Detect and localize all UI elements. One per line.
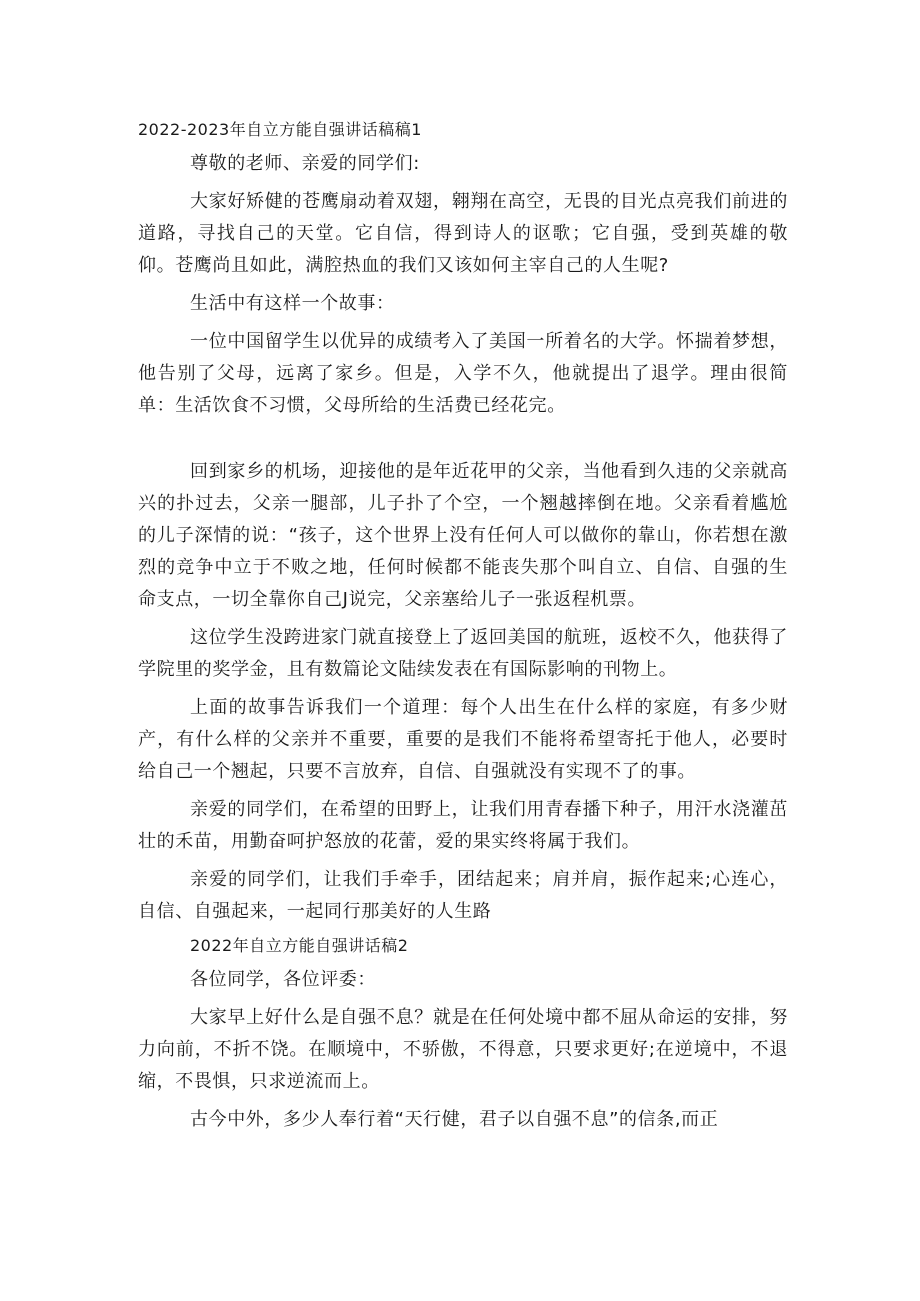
paragraph: 古今中外，多少人奉行着“天行健，君子以自强不息”的信条,而正 [190, 1109, 719, 1130]
paragraph: 一位中国留学生以优异的成绩考入了美国一所着名的大学。怀揣着梦想，他告别了父母，远离了家乡。但是，入学不久，他就提出了退学。理由很简单：生活饮食不习惯，父母所给的生活费已经花完。 [138, 331, 788, 416]
paragraph: 这位学生没跨进家门就直接登上了返回美国的航班，返校不久，他获得了学院里的奖学金，且有数篇论文陆续发表在有国际影响的刊物上。 [138, 627, 788, 680]
paragraph: 大家早上好什么是自强不息？就是在任何处境中都不屈从命运的安排，努力向前，不折不饶。在顺境中，不骄傲，不得意，只要求更好;在逆境中，不退缩，不畏惧，只求逆流而上。 [138, 1007, 788, 1092]
paragraph: 生活中有这样一个故事： [190, 293, 395, 314]
paragraph: 亲爱的同学们，让我们手牵手，团结起来；肩并肩，振作起来;心连心，自信、自强起来，一起同行那美好的人生路 [138, 869, 788, 922]
paragraph-gap [138, 428, 788, 456]
paragraph-greeting: 各位同学，各位评委： [190, 969, 376, 990]
paragraph: 回到家乡的机场，迎接他的是年近花甲的父亲，当他看到久违的父亲就高兴的扑过去，父亲一腿部，儿子扑了个空，一个翘越摔倒在地。父亲看着尴尬的儿子深情的说：“孩子，这个世界上没有任何人可以做你的靠山，你若想在激烈的竞争中立于不败之地，任何时候都不能丧失那个叫自立、自信、自强的生命支点，一切全靠你自己J说完，父亲塞给儿子一张返程机票。 [138, 461, 788, 610]
section-title: 2022年自立方能自强讲话稿2 [190, 936, 409, 955]
paragraph: 上面的故事告诉我们一个道理：每个人出生在什么样的家庭，有多少财产，有什么样的父亲并不重要，重要的是我们不能将希望寄托于他人，必要时给自己一个翘起，只要不言放弃，自信、自强就没有实现不了的事。 [138, 697, 788, 782]
document-title: 2022-2023年自立方能自强讲话稿稿1 [138, 120, 422, 139]
document-page [138, 118, 788, 1142]
paragraph: 大家好矫健的苍鹰扇动着双翅，翱翔在高空，无畏的目光点亮我们前进的道路，寻找自己的天堂。它自信，得到诗人的讴歌；它自强，受到英雄的敬仰。苍鹰尚且如此，满腔热血的我们又该如何主宰自己的人生呢? [138, 191, 788, 276]
paragraph: 亲爱的同学们，在希望的田野上，让我们用青春播下种子，用汗水浇灌茁壮的禾苗，用勤奋呵护怒放的花蕾，爱的果实终将属于我们。 [138, 799, 788, 852]
paragraph-greeting: 尊敬的老师、亲爱的同学们: [190, 153, 420, 174]
